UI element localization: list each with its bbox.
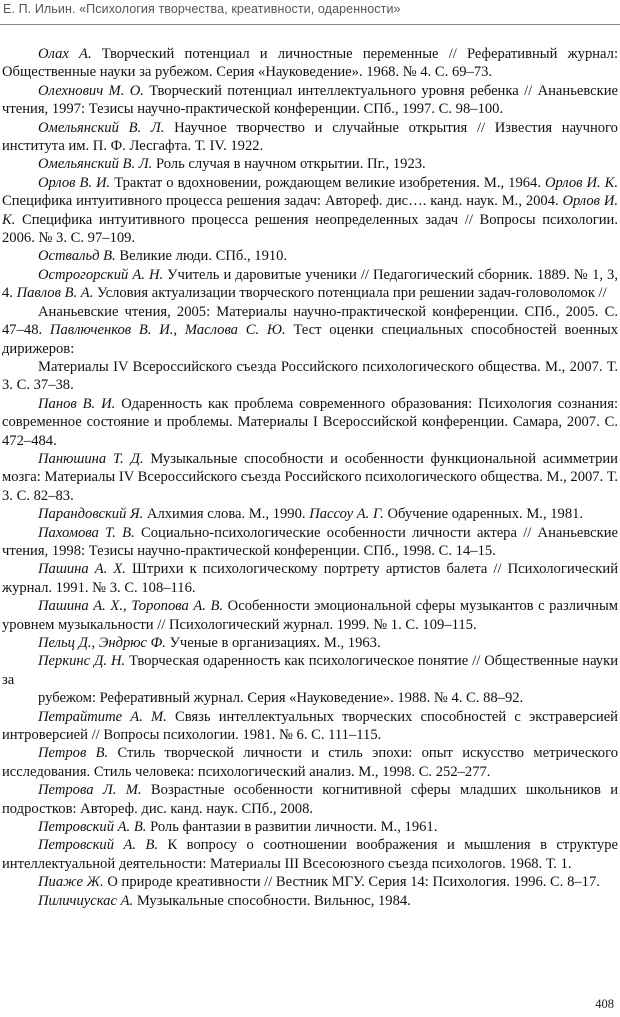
reference-author: Омельянский В. Л. <box>38 156 153 173</box>
reference-entry <box>2 744 618 781</box>
reference-text: Материалы IV Всероссийского съезда Российского психологического общества. М., 2007. Т. 3. С. 37–38. <box>2 358 618 394</box>
reference-entry <box>2 689 618 707</box>
reference-text: Творческий потенциал и личностные переменные // Реферативный журнал: Общественные науки за рубежом. Серия «Науковедение». 1968. № 4. С. 69–73. <box>2 46 618 81</box>
reference-text: Трактат о вдохновении, рождающем великие изобретения. М., 1964. <box>110 174 545 191</box>
reference-text: Тест оценки специальных способностей военных дирижеров: <box>2 322 618 357</box>
reference-entry <box>2 358 618 395</box>
reference-author: Перкинс Д. Н. <box>38 653 126 670</box>
reference-entry <box>2 247 618 265</box>
reference-entry <box>2 82 618 119</box>
reference-text: О природе креативности // Вестник МГУ. Серия 14: Психология. 1996. С. 8–17. <box>103 874 600 891</box>
reference-text: Специфика интуитивного процесса решения неопределенных задач // Вопросы психологии. 2006. № 3. С. 97–109. <box>2 211 618 247</box>
reference-entry <box>2 873 618 891</box>
header-rule <box>0 24 620 25</box>
reference-text: Алхимия слова. М., 1990. <box>143 506 310 523</box>
reference-text: Особенности эмоциональной сферы музыкантов с различным уровнем музыкальности // Психологический журнал. 1999. № 1. С. 109–115. <box>2 598 619 633</box>
reference-text: Стиль творческой личности и стиль эпохи: опыт искусство метрического исследования. Стиль человека: психологический анализ. М., 1998. С. 252–277. <box>2 745 618 780</box>
reference-author: Пельц Д., Эндрюс Ф. <box>38 635 166 651</box>
reference-author: Парандовский Я. <box>38 506 144 523</box>
reference-entry <box>2 836 618 873</box>
reference-author: Панов В. И. <box>38 395 116 412</box>
reference-author: Пиаже Ж. <box>38 874 104 891</box>
reference-text: Роль фантазии в развитии личности. М., 1961. <box>146 819 438 836</box>
reference-entry <box>2 524 618 561</box>
reference-text: Социально-психологические особенности личности актера // Ананьевские чтения, 1998: Тезисы научно-практической конференции. СПб., 1998. С. 14–15. <box>2 524 618 559</box>
reference-entry <box>2 818 618 836</box>
reference-author: Олехнович М. О. <box>38 82 144 99</box>
reference-text: рубежом: Реферативный журнал. Серия «Науковедение». 1988. № 4. С. 88–92. <box>38 690 524 707</box>
reference-text: Творческий потенциал интеллектуального уровня ребенка // Ананьевские чтения, 1997: Тезисы научно-практической конференции. СПб., 1997. С. 98–100. <box>2 82 618 118</box>
reference-entry <box>2 505 618 523</box>
reference-entry <box>2 395 618 450</box>
reference-entry <box>2 266 618 303</box>
reference-author: Орлов В. И. <box>38 174 111 191</box>
reference-author: Острогорский А. Н. <box>38 266 164 283</box>
reference-text: Научное творчество и случайные открытия // Известия научного института им. П. Ф. Лесгафта. Т. IV. 1922. <box>2 119 618 155</box>
reference-entry <box>2 892 618 910</box>
reference-text: Учитель и даровитые ученики // Педагогический сборник. 1889. № 1, 3, 4. <box>2 266 618 302</box>
reference-author: Омельянский В. Л. <box>38 119 165 136</box>
reference-text: Музыкальные способности. Вильнюс, 1984. <box>133 892 411 909</box>
reference-text: Штрихи к психологическому портрету артистов балета // Психологический журнал. 1991. № 3. С. 108–116. <box>2 561 619 596</box>
reference-entry <box>2 119 618 156</box>
reference-author: Панюшина Т. Д. <box>38 450 144 467</box>
page-number: 408 <box>595 997 614 1011</box>
reference-author: Пашина А. Х. <box>38 561 126 578</box>
reference-text: Ученые в организациях. М., 1963. <box>165 635 381 651</box>
reference-entry <box>2 155 618 173</box>
reference-author: Орлов И. К. <box>545 174 618 191</box>
reference-author: Олах А. <box>38 46 92 62</box>
reference-author: Павлов В. А. <box>16 285 94 302</box>
reference-author: Петров В. <box>38 745 109 762</box>
running-header: Е. П. Ильин. «Психология творчества, креативности, одаренности» <box>3 2 401 16</box>
reference-entry <box>2 560 618 597</box>
reference-author: Пашина А. Х., Торопова А. В. <box>38 598 224 615</box>
reference-author: Орлов И. К. <box>2 193 619 228</box>
reference-text: Музыкальные способности и особенности функциональной асимметрии мозга: Материалы IV Всероссийского съезда Российского психологического общества. М., 2007. Т. 3. С. 82–83. <box>2 450 618 504</box>
reference-entry <box>2 174 618 248</box>
reference-entry <box>2 634 618 652</box>
reference-entry <box>2 597 618 634</box>
reference-text: Возрастные особенности когнитивной сферы младших школьников и подростков: Автореф. дис. канд. наук. СПб., 2008. <box>2 782 619 817</box>
reference-author: Пассоу А. Г. <box>309 506 384 523</box>
reference-text: Связь интеллектуальных творческих способностей с экстраверсией интроверсией // Вопросы психологии. 1981. № 6. С. 111–115. <box>2 708 618 744</box>
reference-entry <box>2 45 618 82</box>
reference-author: Петрова Л. М. <box>38 782 142 799</box>
reference-entry <box>2 652 618 689</box>
reference-entry <box>2 303 618 358</box>
reference-author: Пиличиускас А. <box>38 892 134 909</box>
reference-entry <box>2 781 618 818</box>
reference-author: Петровский А. В. <box>38 837 159 854</box>
reference-author: Петровский А. В. <box>38 819 147 836</box>
reference-author: Оствальд В. <box>38 248 116 265</box>
reference-list <box>2 45 618 910</box>
reference-text: Специфика интуитивного процесса решения задач: Автореф. дис…. канд. наук. М., 2004. <box>2 193 563 210</box>
reference-author: Петрайтите А. М. <box>38 708 167 725</box>
reference-author: Пахомова Т. В. <box>38 524 135 541</box>
reference-entry <box>2 708 618 745</box>
reference-text: Условия актуализации творческого потенциала при решении задач-головоломок // <box>93 285 607 302</box>
reference-entry <box>2 450 618 505</box>
reference-text: Великие люди. СПб., 1910. <box>115 248 288 265</box>
reference-text: Ананьевские чтения, 2005: Материалы научно-практической конференции. СПб., 2005. С. 47–48. <box>2 303 618 339</box>
reference-text: Обучение одаренных. М., 1981. <box>383 506 584 523</box>
reference-text: Роль случая в научном открытии. Пг., 1923. <box>152 156 426 173</box>
reference-text: Творческая одаренность как психологическое понятие // Общественные науки за <box>2 653 619 688</box>
reference-author: Павлюченков В. И., Маслова С. Ю. <box>49 322 286 339</box>
reference-text: Одаренность как проблема современного образования: Психология сознания: современное состояние и проблемы. Материалы I Всероссийской конференции. Самара, 2007. С. 472–484. <box>2 395 618 449</box>
reference-text: К вопросу о соотношении воображения и мышления в структуре интеллектуальной деятельности: Материалы III Всесоюзного съезда психологов. 1968. Т. 1. <box>2 837 618 872</box>
